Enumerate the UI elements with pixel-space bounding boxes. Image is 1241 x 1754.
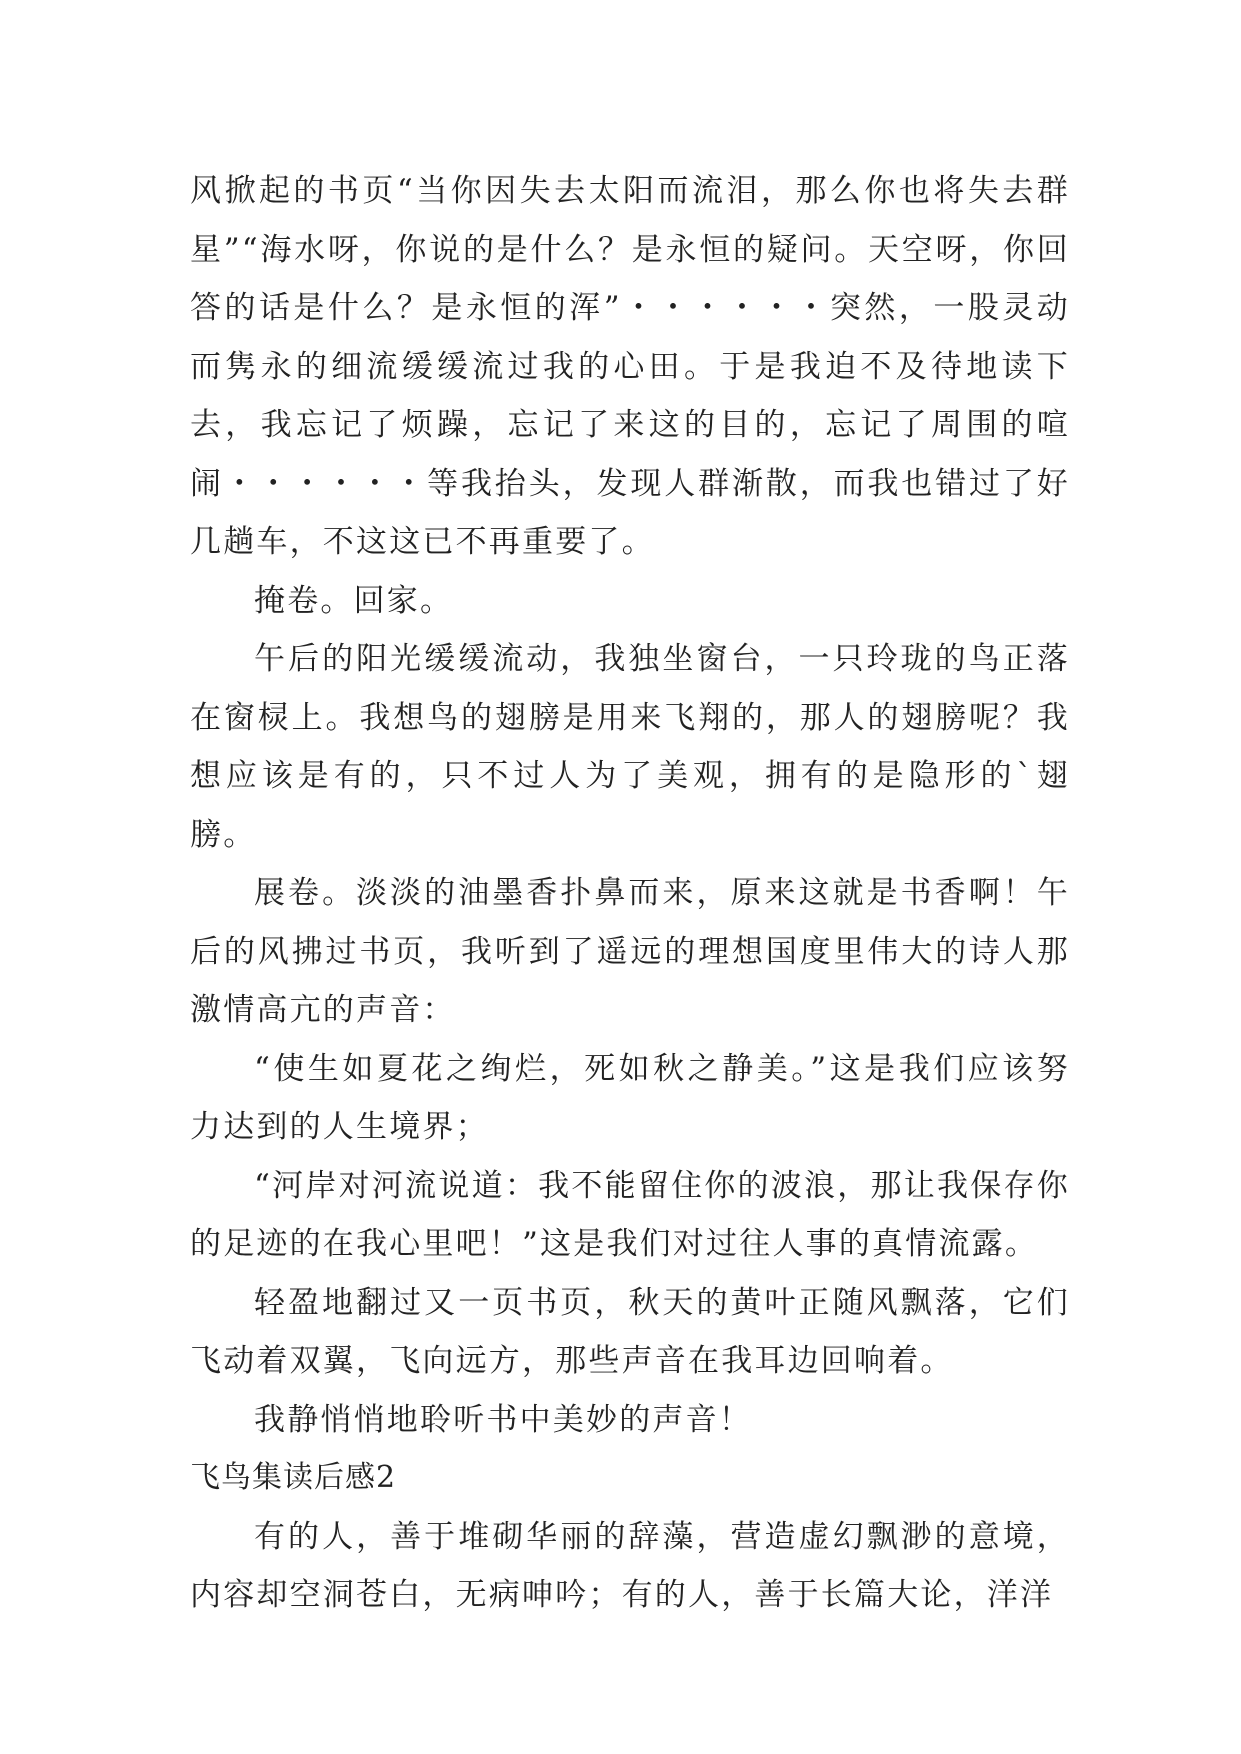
paragraph: 我静悄悄地聆听书中美妙的声音！ [254,1401,752,1438]
paragraph: 展卷。淡淡的油墨香扑鼻而来，原来这就是书香啊！午后的风拂过书页，我听到了遥远的理想国度里伟大的诗人那激情高亢的声音： [190,875,1070,1028]
document-body [190,162,1070,1625]
paragraph: “使生如夏花之绚烂，死如秋之静美。”这是我们应该努力达到的人生境界； [190,1050,1070,1145]
paragraph: 风掀起的书页“当你因失去太阳而流泪，那么你也将失去群星”“海水呀，你说的是什么？是永恒的疑问。天空呀，你回答的话是什么？是永恒的浑”・・・・・・突然，一股灵动而隽永的细流缓缓流过我的心田。于是我迫不及待地读下去，我忘记了烦躁，忘记了来这的目的，忘记了周围的喧闹・・・・・・等我抬头，发现人群渐散，而我也错过了好几趟车，不这这已不再重要了。 [190,173,1070,560]
paragraph: 轻盈地翻过又一页书页，秋天的黄叶正随风飘落，它们飞动着双翼，飞向远方，那些声音在我耳边回响着。 [190,1284,1070,1379]
section-title: 飞鸟集读后感2 [190,1460,397,1495]
paragraph: 午后的阳光缓缓流动，我独坐窗台，一只玲珑的鸟正落在窗棂上。我想鸟的翅膀是用来飞翔的，那人的翅膀呢？我想应该是有的，只不过人为了美观，拥有的是隐形的`翅膀。 [190,641,1070,853]
paragraph: “河岸对河流说道：我不能留住你的波浪，那让我保存你的足迹的在我心里吧！”这是我们对过往人事的真情流露。 [190,1167,1070,1262]
paragraph: 有的人，善于堆砌华丽的辞藻，营造虚幻飘渺的意境，内容却空洞苍白，无病呻吟；有的人，善于长篇大论，洋洋 [190,1518,1070,1613]
paragraph: 掩卷。回家。 [254,582,454,619]
